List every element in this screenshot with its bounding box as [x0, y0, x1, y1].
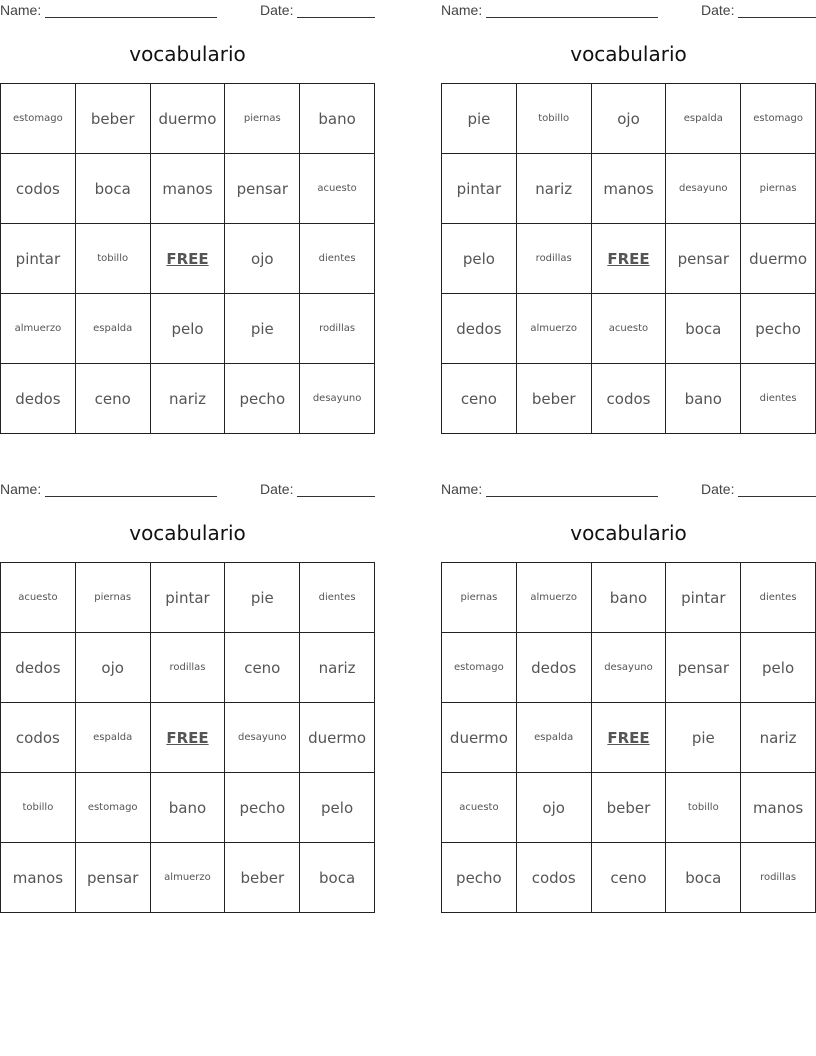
bingo-cell: bano: [300, 84, 375, 154]
bingo-cell: dedos: [517, 633, 592, 703]
bingo-cell: duermo: [300, 703, 375, 773]
bingo-cell: pie: [225, 294, 300, 364]
bingo-cell: pensar: [76, 843, 151, 913]
bingo-cell: pecho: [225, 773, 300, 843]
bingo-cell: dedos: [1, 364, 76, 434]
bingo-cell: desayuno: [225, 703, 300, 773]
bingo-cell: estomago: [442, 633, 517, 703]
bingo-cell: acuesto: [442, 773, 517, 843]
bingo-cell: piernas: [741, 154, 816, 224]
bingo-cell: pecho: [442, 843, 517, 913]
bingo-cell: dientes: [741, 364, 816, 434]
card-header: [0, 2, 375, 20]
bingo-cell: pintar: [151, 563, 226, 633]
name-label: Name:: [441, 2, 483, 18]
bingo-cell: manos: [741, 773, 816, 843]
bingo-cell: ojo: [517, 773, 592, 843]
bingo-cell: manos: [1, 843, 76, 913]
bingo-cell: pecho: [741, 294, 816, 364]
bingo-cell: tobillo: [666, 773, 741, 843]
bingo-cell: almuerzo: [517, 563, 592, 633]
bingo-card: [0, 0, 375, 440]
bingo-cell: espalda: [76, 294, 151, 364]
bingo-cell: desayuno: [300, 364, 375, 434]
free-space-cell: FREE: [592, 703, 667, 773]
card-title: vocabulario: [129, 42, 246, 66]
bingo-cell: dedos: [1, 633, 76, 703]
bingo-cell: desayuno: [592, 633, 667, 703]
date-label: Date:: [260, 481, 294, 497]
bingo-cell: dientes: [300, 224, 375, 294]
bingo-card: [441, 0, 816, 440]
bingo-cell: pensar: [666, 633, 741, 703]
bingo-cell: acuesto: [592, 294, 667, 364]
bingo-grid: [441, 83, 816, 434]
bingo-cell: estomago: [741, 84, 816, 154]
bingo-cell: boca: [666, 294, 741, 364]
bingo-cell: ceno: [442, 364, 517, 434]
bingo-cell: espalda: [666, 84, 741, 154]
bingo-cell: bano: [666, 364, 741, 434]
bingo-cell: codos: [592, 364, 667, 434]
bingo-cell: boca: [666, 843, 741, 913]
bingo-cell: pelo: [151, 294, 226, 364]
free-space-cell: FREE: [151, 224, 226, 294]
bingo-cell: codos: [517, 843, 592, 913]
bingo-cell: ojo: [76, 633, 151, 703]
bingo-cell: bano: [151, 773, 226, 843]
bingo-cell: beber: [592, 773, 667, 843]
bingo-cell: pensar: [225, 154, 300, 224]
bingo-cell: almuerzo: [517, 294, 592, 364]
card-title: vocabulario: [570, 42, 687, 66]
bingo-cell: pecho: [225, 364, 300, 434]
bingo-cell: pensar: [666, 224, 741, 294]
name-field-line: [45, 496, 217, 497]
name-label: Name:: [0, 2, 42, 18]
bingo-cell: estomago: [1, 84, 76, 154]
bingo-cell: ceno: [225, 633, 300, 703]
bingo-cell: boca: [76, 154, 151, 224]
name-field-line: [486, 496, 658, 497]
card-header: [441, 481, 816, 499]
bingo-cell: manos: [592, 154, 667, 224]
bingo-card: [0, 479, 375, 919]
bingo-cell: nariz: [741, 703, 816, 773]
bingo-cell: duermo: [151, 84, 226, 154]
bingo-cell: nariz: [300, 633, 375, 703]
bingo-cell: ceno: [76, 364, 151, 434]
date-field-line: [738, 496, 816, 497]
bingo-cell: piernas: [442, 563, 517, 633]
bingo-cell: espalda: [517, 703, 592, 773]
bingo-card: [441, 479, 816, 919]
bingo-cell: duermo: [442, 703, 517, 773]
bingo-cell: beber: [76, 84, 151, 154]
bingo-cell: tobillo: [517, 84, 592, 154]
name-label: Name:: [441, 481, 483, 497]
bingo-cell: pie: [666, 703, 741, 773]
bingo-cell: acuesto: [300, 154, 375, 224]
bingo-cell: almuerzo: [1, 294, 76, 364]
bingo-cell: tobillo: [1, 773, 76, 843]
bingo-cell: duermo: [741, 224, 816, 294]
date-field-line: [297, 17, 375, 18]
bingo-cell: nariz: [151, 364, 226, 434]
bingo-cell: nariz: [517, 154, 592, 224]
card-title: vocabulario: [570, 521, 687, 545]
bingo-cell: ceno: [592, 843, 667, 913]
name-field-line: [45, 17, 217, 18]
bingo-cell: rodillas: [517, 224, 592, 294]
bingo-cell: acuesto: [1, 563, 76, 633]
bingo-cell: pelo: [741, 633, 816, 703]
name-label: Name:: [0, 481, 42, 497]
bingo-cell: dientes: [741, 563, 816, 633]
bingo-cell: rodillas: [151, 633, 226, 703]
bingo-cell: almuerzo: [151, 843, 226, 913]
bingo-cell: desayuno: [666, 154, 741, 224]
free-space-cell: FREE: [592, 224, 667, 294]
bingo-cell: estomago: [76, 773, 151, 843]
date-label: Date:: [701, 481, 735, 497]
bingo-cell: beber: [517, 364, 592, 434]
date-field-line: [738, 17, 816, 18]
bingo-grid: [0, 83, 375, 434]
bingo-cell: bano: [592, 563, 667, 633]
free-space-cell: FREE: [151, 703, 226, 773]
bingo-cell: codos: [1, 154, 76, 224]
bingo-cell: ojo: [225, 224, 300, 294]
bingo-cell: pintar: [442, 154, 517, 224]
bingo-cell: manos: [151, 154, 226, 224]
bingo-cell: beber: [225, 843, 300, 913]
bingo-cell: pie: [225, 563, 300, 633]
bingo-cell: espalda: [76, 703, 151, 773]
bingo-cell: dientes: [300, 563, 375, 633]
bingo-grid: [441, 562, 816, 913]
date-field-line: [297, 496, 375, 497]
bingo-cell: rodillas: [300, 294, 375, 364]
bingo-cell: rodillas: [741, 843, 816, 913]
bingo-cell: dedos: [442, 294, 517, 364]
bingo-cell: pelo: [300, 773, 375, 843]
bingo-cell: pintar: [666, 563, 741, 633]
bingo-cell: codos: [1, 703, 76, 773]
bingo-cell: pelo: [442, 224, 517, 294]
bingo-cell: ojo: [592, 84, 667, 154]
bingo-cell: boca: [300, 843, 375, 913]
card-title: vocabulario: [129, 521, 246, 545]
date-label: Date:: [260, 2, 294, 18]
bingo-cell: pie: [442, 84, 517, 154]
bingo-cell: piernas: [76, 563, 151, 633]
bingo-cell: tobillo: [76, 224, 151, 294]
bingo-grid: [0, 562, 375, 913]
card-header: [441, 2, 816, 20]
name-field-line: [486, 17, 658, 18]
date-label: Date:: [701, 2, 735, 18]
bingo-cell: piernas: [225, 84, 300, 154]
bingo-cell: pintar: [1, 224, 76, 294]
card-header: [0, 481, 375, 499]
